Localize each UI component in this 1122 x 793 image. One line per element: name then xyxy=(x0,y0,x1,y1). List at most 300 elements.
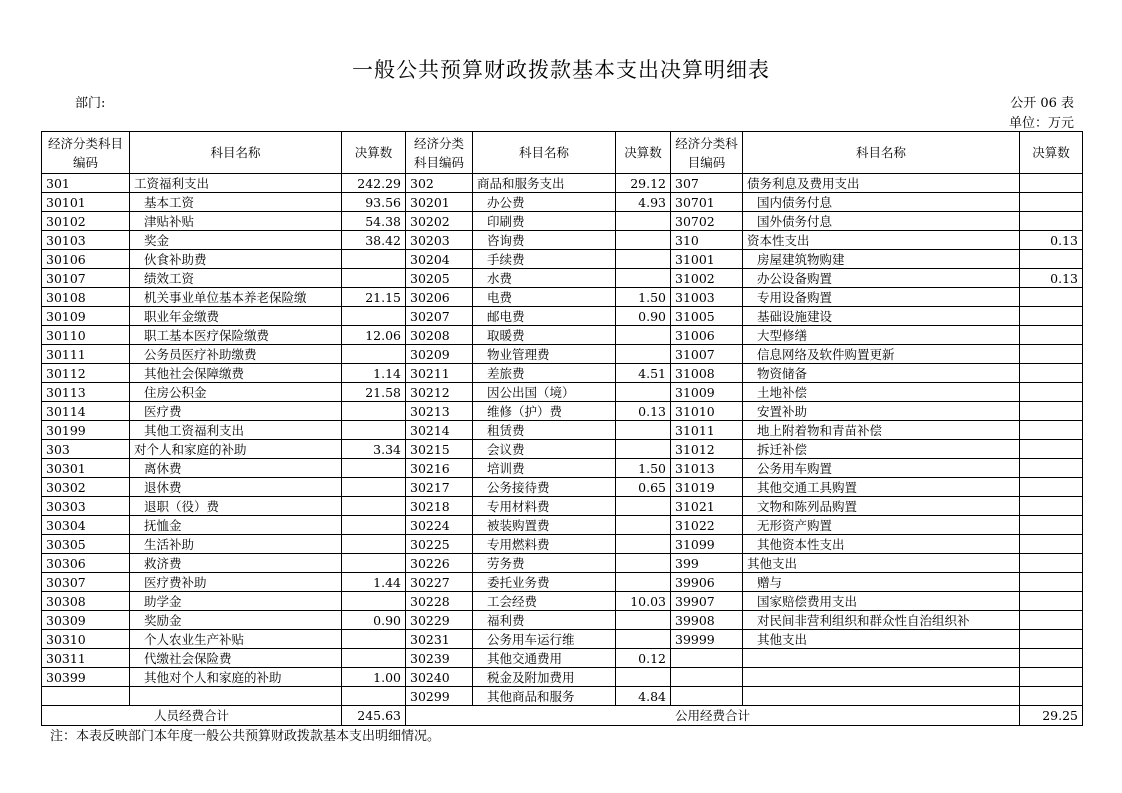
subject-name: 专用设备购置 xyxy=(743,288,1020,307)
final-amount: 12.06 xyxy=(342,326,406,345)
subject-name: 福利费 xyxy=(473,611,616,630)
subject-name: 被装购置费 xyxy=(473,516,616,535)
subject-code: 31005 xyxy=(671,307,743,326)
subject-name: 差旅费 xyxy=(473,364,616,383)
subject-name: 津贴补贴 xyxy=(130,212,342,231)
final-amount xyxy=(616,516,671,535)
subject-name: 其他交通费用 xyxy=(473,649,616,668)
final-amount xyxy=(616,630,671,649)
subject-code: 30216 xyxy=(406,459,473,478)
subject-code: 30112 xyxy=(42,364,130,383)
subject-code: 310 xyxy=(671,231,743,250)
subject-name: 奖金 xyxy=(130,231,342,250)
table-row xyxy=(42,307,1083,326)
subject-name: 其他工资福利支出 xyxy=(130,421,342,440)
final-amount xyxy=(1020,345,1083,364)
final-amount xyxy=(342,250,406,269)
final-amount: 4.51 xyxy=(616,364,671,383)
subject-name: 税金及附加费用 xyxy=(473,668,616,687)
subject-name: 其他交通工具购置 xyxy=(743,478,1020,497)
expenditure-detail-table xyxy=(41,131,1083,726)
final-amount: 21.58 xyxy=(342,383,406,402)
subject-code: 31007 xyxy=(671,345,743,364)
table-row xyxy=(42,630,1083,649)
final-amount: 1.44 xyxy=(342,573,406,592)
subject-name: 咨询费 xyxy=(473,231,616,250)
subject-name: 地上附着物和青苗补偿 xyxy=(743,421,1020,440)
final-amount xyxy=(1020,364,1083,383)
subject-code: 30301 xyxy=(42,459,130,478)
table-row xyxy=(42,668,1083,687)
final-amount: 0.12 xyxy=(616,649,671,668)
subject-code xyxy=(671,668,743,687)
subject-name: 医疗费补助 xyxy=(130,573,342,592)
subject-code: 30224 xyxy=(406,516,473,535)
table-row xyxy=(42,193,1083,212)
table-row xyxy=(42,516,1083,535)
final-amount xyxy=(342,554,406,573)
subject-name: 电费 xyxy=(473,288,616,307)
final-amount xyxy=(1020,193,1083,212)
final-amount: 93.56 xyxy=(342,193,406,212)
subject-name: 医疗费 xyxy=(130,402,342,421)
subject-code: 30214 xyxy=(406,421,473,440)
subject-code: 30207 xyxy=(406,307,473,326)
table-row xyxy=(42,535,1083,554)
subject-code: 30109 xyxy=(42,307,130,326)
totals-row xyxy=(42,706,1083,726)
subject-code: 30102 xyxy=(42,212,130,231)
subject-code: 31011 xyxy=(671,421,743,440)
subject-code: 30231 xyxy=(406,630,473,649)
final-amount xyxy=(616,554,671,573)
final-amount: 242.29 xyxy=(342,174,406,193)
subject-name: 退休费 xyxy=(130,478,342,497)
subject-name: 资本性支出 xyxy=(743,231,1020,250)
final-amount xyxy=(342,402,406,421)
final-amount xyxy=(342,649,406,668)
table-row xyxy=(42,269,1083,288)
final-amount xyxy=(1020,402,1083,421)
final-amount: 38.42 xyxy=(342,231,406,250)
subject-code: 30208 xyxy=(406,326,473,345)
final-amount: 1.00 xyxy=(342,668,406,687)
final-amount xyxy=(342,459,406,478)
subject-name: 维修（护）费 xyxy=(473,402,616,421)
final-amount xyxy=(1020,459,1083,478)
subject-code: 30113 xyxy=(42,383,130,402)
final-amount: 21.15 xyxy=(342,288,406,307)
subject-code: 30303 xyxy=(42,497,130,516)
header-amount-2: 决算数 xyxy=(616,132,671,174)
subject-code: 30211 xyxy=(406,364,473,383)
subject-code: 30304 xyxy=(42,516,130,535)
subject-name: 委托业务费 xyxy=(473,573,616,592)
subject-code: 30201 xyxy=(406,193,473,212)
subject-name: 奖励金 xyxy=(130,611,342,630)
subject-code: 31006 xyxy=(671,326,743,345)
subject-code: 31099 xyxy=(671,535,743,554)
final-amount xyxy=(616,250,671,269)
subject-code: 30399 xyxy=(42,668,130,687)
subject-name: 会议费 xyxy=(473,440,616,459)
subject-name: 邮电费 xyxy=(473,307,616,326)
subject-name: 机关事业单位基本养老保险缴 xyxy=(130,288,342,307)
subject-name: 商品和服务支出 xyxy=(473,174,616,193)
subject-code: 30209 xyxy=(406,345,473,364)
table-row xyxy=(42,478,1083,497)
subject-name: 基础设施建设 xyxy=(743,307,1020,326)
final-amount xyxy=(1020,212,1083,231)
subject-code: 30240 xyxy=(406,668,473,687)
final-amount xyxy=(342,535,406,554)
final-amount: 54.38 xyxy=(342,212,406,231)
subject-name: 劳务费 xyxy=(473,554,616,573)
final-amount xyxy=(1020,592,1083,611)
subject-code: 30225 xyxy=(406,535,473,554)
final-amount xyxy=(1020,421,1083,440)
final-amount xyxy=(616,668,671,687)
subject-code: 30310 xyxy=(42,630,130,649)
personnel-total-amount: 245.63 xyxy=(342,706,406,726)
table-row xyxy=(42,326,1083,345)
subject-code: 30111 xyxy=(42,345,130,364)
subject-code: 30215 xyxy=(406,440,473,459)
final-amount xyxy=(1020,250,1083,269)
footnote: 注：本表反映部门本年度一般公共预算财政拨款基本支出明细情况。 xyxy=(50,729,441,744)
subject-name: 代缴社会保险费 xyxy=(130,649,342,668)
final-amount xyxy=(616,421,671,440)
subject-name: 无形资产购置 xyxy=(743,516,1020,535)
subject-name: 土地补偿 xyxy=(743,383,1020,402)
final-amount xyxy=(342,630,406,649)
header-code-3: 经济分类科目编码 xyxy=(671,132,743,174)
subject-name: 公务员医疗补助缴费 xyxy=(130,345,342,364)
header-name-3: 科目名称 xyxy=(743,132,1020,174)
subject-name: 救济费 xyxy=(130,554,342,573)
table-row xyxy=(42,573,1083,592)
subject-code: 31003 xyxy=(671,288,743,307)
table-row xyxy=(42,231,1083,250)
table-row xyxy=(42,649,1083,668)
subject-name: 助学金 xyxy=(130,592,342,611)
subject-name: 培训费 xyxy=(473,459,616,478)
final-amount xyxy=(1020,611,1083,630)
header-name-1: 科目名称 xyxy=(130,132,342,174)
subject-code: 30103 xyxy=(42,231,130,250)
subject-name: 退职（役）费 xyxy=(130,497,342,516)
subject-name xyxy=(743,668,1020,687)
final-amount: 0.65 xyxy=(616,478,671,497)
final-amount xyxy=(616,345,671,364)
final-amount: 4.84 xyxy=(616,687,671,706)
header-amount-3: 决算数 xyxy=(1020,132,1083,174)
subject-name: 职工基本医疗保险缴费 xyxy=(130,326,342,345)
final-amount xyxy=(1020,307,1083,326)
final-amount xyxy=(1020,516,1083,535)
final-amount: 0.13 xyxy=(616,402,671,421)
final-amount xyxy=(616,383,671,402)
subject-name: 债务利息及费用支出 xyxy=(743,174,1020,193)
final-amount xyxy=(1020,174,1083,193)
form-number: 公开 06 表 xyxy=(1010,96,1074,111)
subject-name: 专用材料费 xyxy=(473,497,616,516)
final-amount xyxy=(1020,668,1083,687)
public-total-label: 公用经费合计 xyxy=(406,706,1020,726)
final-amount xyxy=(342,592,406,611)
subject-code: 30106 xyxy=(42,250,130,269)
subject-code: 30107 xyxy=(42,269,130,288)
subject-code: 30308 xyxy=(42,592,130,611)
subject-code: 30302 xyxy=(42,478,130,497)
subject-name: 公务用车运行维 xyxy=(473,630,616,649)
subject-code: 307 xyxy=(671,174,743,193)
final-amount xyxy=(616,212,671,231)
subject-name: 对民间非营利组织和群众性自治组织补 xyxy=(743,611,1020,630)
final-amount: 0.90 xyxy=(616,307,671,326)
subject-code: 30307 xyxy=(42,573,130,592)
subject-code: 31001 xyxy=(671,250,743,269)
subject-name: 物资储备 xyxy=(743,364,1020,383)
subject-code: 31008 xyxy=(671,364,743,383)
subject-name: 办公设备购置 xyxy=(743,269,1020,288)
subject-name: 国家赔偿费用支出 xyxy=(743,592,1020,611)
subject-code: 30239 xyxy=(406,649,473,668)
subject-name: 抚恤金 xyxy=(130,516,342,535)
final-amount xyxy=(1020,535,1083,554)
subject-code: 31021 xyxy=(671,497,743,516)
public-total-amount: 29.25 xyxy=(1020,706,1083,726)
subject-name xyxy=(743,649,1020,668)
subject-code: 30702 xyxy=(671,212,743,231)
subject-name: 印刷费 xyxy=(473,212,616,231)
table-row xyxy=(42,402,1083,421)
subject-code: 30212 xyxy=(406,383,473,402)
subject-code: 31012 xyxy=(671,440,743,459)
final-amount xyxy=(1020,573,1083,592)
subject-code: 30206 xyxy=(406,288,473,307)
table-row xyxy=(42,383,1083,402)
subject-code: 30227 xyxy=(406,573,473,592)
table-row xyxy=(42,174,1083,193)
final-amount xyxy=(1020,630,1083,649)
subject-code: 31013 xyxy=(671,459,743,478)
department-label: 部门: xyxy=(75,96,106,111)
subject-name: 工会经费 xyxy=(473,592,616,611)
subject-code: 30110 xyxy=(42,326,130,345)
final-amount xyxy=(342,421,406,440)
final-amount: 0.13 xyxy=(1020,269,1083,288)
final-amount: 3.34 xyxy=(342,440,406,459)
subject-name: 专用燃料费 xyxy=(473,535,616,554)
subject-code: 399 xyxy=(671,554,743,573)
final-amount: 1.50 xyxy=(616,288,671,307)
final-amount xyxy=(1020,554,1083,573)
header-name-2: 科目名称 xyxy=(473,132,616,174)
subject-code: 30305 xyxy=(42,535,130,554)
subject-code: 30203 xyxy=(406,231,473,250)
subject-code: 30701 xyxy=(671,193,743,212)
table-row xyxy=(42,288,1083,307)
table-row xyxy=(42,421,1083,440)
subject-name: 物业管理费 xyxy=(473,345,616,364)
subject-code: 30217 xyxy=(406,478,473,497)
subject-name: 赠与 xyxy=(743,573,1020,592)
table-row xyxy=(42,364,1083,383)
final-amount xyxy=(616,535,671,554)
subject-name: 其他商品和服务 xyxy=(473,687,616,706)
subject-name: 取暖费 xyxy=(473,326,616,345)
subject-name: 手续费 xyxy=(473,250,616,269)
subject-code: 30205 xyxy=(406,269,473,288)
subject-name: 其他支出 xyxy=(743,630,1020,649)
subject-name: 安置补助 xyxy=(743,402,1020,421)
subject-code: 30199 xyxy=(42,421,130,440)
final-amount xyxy=(616,326,671,345)
subject-name: 离休费 xyxy=(130,459,342,478)
final-amount xyxy=(1020,288,1083,307)
subject-name: 其他资本性支出 xyxy=(743,535,1020,554)
final-amount xyxy=(616,440,671,459)
subject-name: 拆迁补偿 xyxy=(743,440,1020,459)
subject-name: 住房公积金 xyxy=(130,383,342,402)
table-row xyxy=(42,497,1083,516)
table-row xyxy=(42,554,1083,573)
table-body xyxy=(42,174,1083,706)
subject-name: 其他支出 xyxy=(743,554,1020,573)
subject-name: 其他对个人和家庭的补助 xyxy=(130,668,342,687)
subject-code xyxy=(671,687,743,706)
subject-code: 30101 xyxy=(42,193,130,212)
unit-label: 单位：万元 xyxy=(1008,116,1074,131)
table-row xyxy=(42,345,1083,364)
subject-name: 因公出国（境） xyxy=(473,383,616,402)
final-amount: 10.03 xyxy=(616,592,671,611)
subject-name: 水费 xyxy=(473,269,616,288)
subject-name: 国外债务付息 xyxy=(743,212,1020,231)
subject-name: 信息网络及软件购置更新 xyxy=(743,345,1020,364)
subject-name: 其他社会保障缴费 xyxy=(130,364,342,383)
table-row xyxy=(42,592,1083,611)
subject-code: 39906 xyxy=(671,573,743,592)
final-amount xyxy=(342,269,406,288)
subject-code: 31022 xyxy=(671,516,743,535)
subject-name: 公务用车购置 xyxy=(743,459,1020,478)
final-amount xyxy=(342,687,406,706)
subject-name: 工资福利支出 xyxy=(130,174,342,193)
header-code-2: 经济分类科目编码 xyxy=(406,132,473,174)
subject-name: 大型修缮 xyxy=(743,326,1020,345)
final-amount xyxy=(1020,440,1083,459)
final-amount xyxy=(616,231,671,250)
subject-name: 租赁费 xyxy=(473,421,616,440)
subject-code xyxy=(671,649,743,668)
final-amount xyxy=(1020,649,1083,668)
subject-code: 30202 xyxy=(406,212,473,231)
page-title: 一般公共预算财政拨款基本支出决算明细表 xyxy=(352,58,770,82)
table-row xyxy=(42,611,1083,630)
final-amount xyxy=(1020,478,1083,497)
table-header-row xyxy=(42,132,1083,174)
subject-name xyxy=(130,687,342,706)
subject-name: 伙食补助费 xyxy=(130,250,342,269)
final-amount xyxy=(342,307,406,326)
final-amount xyxy=(342,497,406,516)
final-amount: 29.12 xyxy=(616,174,671,193)
subject-name: 对个人和家庭的补助 xyxy=(130,440,342,459)
subject-code: 30309 xyxy=(42,611,130,630)
subject-name: 生活补助 xyxy=(130,535,342,554)
subject-name: 职业年金缴费 xyxy=(130,307,342,326)
subject-name xyxy=(743,687,1020,706)
final-amount xyxy=(616,611,671,630)
subject-code: 30311 xyxy=(42,649,130,668)
subject-code: 30204 xyxy=(406,250,473,269)
table-row xyxy=(42,687,1083,706)
final-amount: 1.50 xyxy=(616,459,671,478)
subject-code xyxy=(42,687,130,706)
table-row xyxy=(42,250,1083,269)
subject-code: 303 xyxy=(42,440,130,459)
subject-code: 31009 xyxy=(671,383,743,402)
subject-name: 国内债务付息 xyxy=(743,193,1020,212)
table-row xyxy=(42,212,1083,231)
subject-name: 房屋建筑物购建 xyxy=(743,250,1020,269)
personnel-total-label: 人员经费合计 xyxy=(42,706,342,726)
final-amount: 0.90 xyxy=(342,611,406,630)
subject-name: 个人农业生产补贴 xyxy=(130,630,342,649)
subject-name: 公务接待费 xyxy=(473,478,616,497)
subject-code: 30226 xyxy=(406,554,473,573)
subject-name: 文物和陈列品购置 xyxy=(743,497,1020,516)
final-amount xyxy=(342,345,406,364)
final-amount xyxy=(1020,687,1083,706)
subject-code: 31019 xyxy=(671,478,743,497)
subject-code: 30299 xyxy=(406,687,473,706)
subject-code: 30114 xyxy=(42,402,130,421)
subject-code: 31002 xyxy=(671,269,743,288)
subject-code: 302 xyxy=(406,174,473,193)
final-amount xyxy=(616,497,671,516)
subject-code: 30228 xyxy=(406,592,473,611)
subject-code: 39907 xyxy=(671,592,743,611)
final-amount xyxy=(616,573,671,592)
subject-name: 绩效工资 xyxy=(130,269,342,288)
final-amount xyxy=(342,516,406,535)
subject-code: 31010 xyxy=(671,402,743,421)
table-row xyxy=(42,459,1083,478)
subject-name: 基本工资 xyxy=(130,193,342,212)
final-amount xyxy=(1020,497,1083,516)
table-row xyxy=(42,440,1083,459)
header-amount-1: 决算数 xyxy=(342,132,406,174)
subject-code: 30229 xyxy=(406,611,473,630)
subject-code: 301 xyxy=(42,174,130,193)
final-amount: 0.13 xyxy=(1020,231,1083,250)
final-amount xyxy=(1020,326,1083,345)
final-amount xyxy=(616,269,671,288)
subject-code: 39908 xyxy=(671,611,743,630)
final-amount: 1.14 xyxy=(342,364,406,383)
subject-code: 39999 xyxy=(671,630,743,649)
final-amount: 4.93 xyxy=(616,193,671,212)
subject-code: 30306 xyxy=(42,554,130,573)
final-amount xyxy=(1020,383,1083,402)
header-code-1: 经济分类科目编码 xyxy=(42,132,130,174)
subject-code: 30213 xyxy=(406,402,473,421)
subject-name: 办公费 xyxy=(473,193,616,212)
subject-code: 30218 xyxy=(406,497,473,516)
